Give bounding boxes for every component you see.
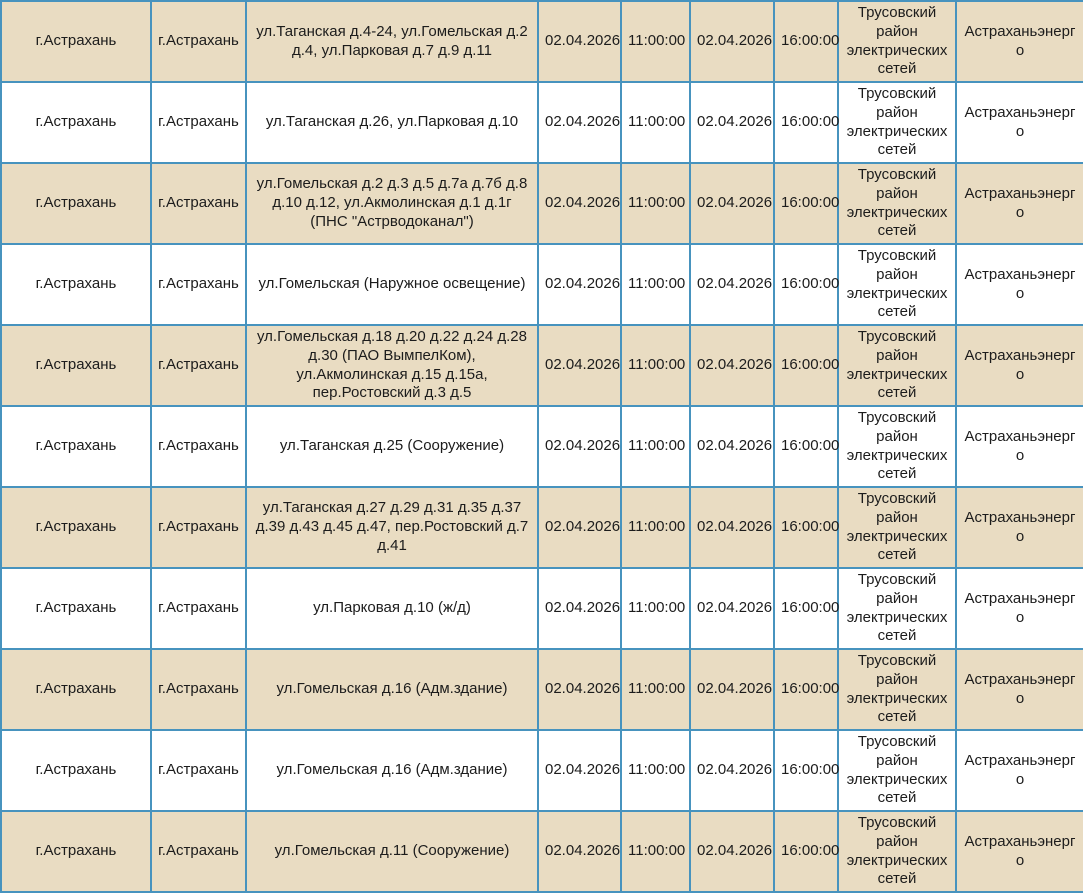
cell-start-date: 02.04.2026	[538, 811, 621, 892]
cell-end-date: 02.04.2026	[690, 244, 774, 325]
cell-end-time: 16:00:00	[774, 406, 838, 487]
cell-end-time: 16:00:00	[774, 811, 838, 892]
cell-address: ул.Таганская д.25 (Сооружение)	[246, 406, 538, 487]
cell-end-time: 16:00:00	[774, 325, 838, 406]
cell-region: г.Астрахань	[1, 487, 151, 568]
cell-city: г.Астрахань	[151, 811, 246, 892]
cell-start-time: 11:00:00	[621, 487, 690, 568]
cell-company: Астраханьэнерго	[956, 325, 1083, 406]
cell-address: ул.Гомельская д.2 д.3 д.5 д.7а д.7б д.8 д.10 д.12, ул.Акмолинская д.1 д.1г (ПНС "Астрводоканал")	[246, 163, 538, 244]
cell-city: г.Астрахань	[151, 163, 246, 244]
cell-network-district: Трусовский район электрических сетей	[838, 163, 956, 244]
cell-start-time: 11:00:00	[621, 1, 690, 82]
cell-start-date: 02.04.2026	[538, 325, 621, 406]
cell-end-date: 02.04.2026	[690, 487, 774, 568]
table-row	[1, 1, 1083, 82]
cell-address: ул.Гомельская д.16 (Адм.здание)	[246, 730, 538, 811]
cell-start-date: 02.04.2026	[538, 163, 621, 244]
cell-company: Астраханьэнерго	[956, 244, 1083, 325]
table-row	[1, 487, 1083, 568]
cell-city: г.Астрахань	[151, 244, 246, 325]
cell-end-date: 02.04.2026	[690, 568, 774, 649]
cell-address: ул.Таганская д.27 д.29 д.31 д.35 д.37 д.39 д.43 д.45 д.47, пер.Ростовский д.7 д.41	[246, 487, 538, 568]
cell-company: Астраханьэнерго	[956, 568, 1083, 649]
cell-end-date: 02.04.2026	[690, 325, 774, 406]
cell-region: г.Астрахань	[1, 325, 151, 406]
cell-company: Астраханьэнерго	[956, 649, 1083, 730]
cell-region: г.Астрахань	[1, 244, 151, 325]
cell-region: г.Астрахань	[1, 568, 151, 649]
cell-start-time: 11:00:00	[621, 82, 690, 163]
table-row	[1, 163, 1083, 244]
cell-end-time: 16:00:00	[774, 163, 838, 244]
cell-city: г.Астрахань	[151, 1, 246, 82]
cell-start-time: 11:00:00	[621, 163, 690, 244]
cell-start-time: 11:00:00	[621, 325, 690, 406]
cell-region: г.Астрахань	[1, 163, 151, 244]
cell-end-time: 16:00:00	[774, 244, 838, 325]
cell-address: ул.Гомельская д.11 (Сооружение)	[246, 811, 538, 892]
cell-network-district: Трусовский район электрических сетей	[838, 487, 956, 568]
cell-start-date: 02.04.2026	[538, 406, 621, 487]
cell-end-time: 16:00:00	[774, 730, 838, 811]
cell-end-time: 16:00:00	[774, 649, 838, 730]
table-row	[1, 730, 1083, 811]
cell-start-date: 02.04.2026	[538, 730, 621, 811]
cell-network-district: Трусовский район электрических сетей	[838, 811, 956, 892]
cell-start-date: 02.04.2026	[538, 244, 621, 325]
cell-company: Астраханьэнерго	[956, 487, 1083, 568]
cell-end-date: 02.04.2026	[690, 649, 774, 730]
table-row	[1, 325, 1083, 406]
cell-network-district: Трусовский район электрических сетей	[838, 649, 956, 730]
table-row	[1, 82, 1083, 163]
cell-end-time: 16:00:00	[774, 82, 838, 163]
cell-company: Астраханьэнерго	[956, 811, 1083, 892]
cell-network-district: Трусовский район электрических сетей	[838, 406, 956, 487]
cell-city: г.Астрахань	[151, 82, 246, 163]
cell-city: г.Астрахань	[151, 325, 246, 406]
cell-address: ул.Парковая д.10 (ж/д)	[246, 568, 538, 649]
cell-region: г.Астрахань	[1, 406, 151, 487]
cell-company: Астраханьэнерго	[956, 406, 1083, 487]
table-row	[1, 244, 1083, 325]
table-row	[1, 811, 1083, 892]
cell-start-date: 02.04.2026	[538, 487, 621, 568]
cell-end-time: 16:00:00	[774, 1, 838, 82]
cell-network-district: Трусовский район электрических сетей	[838, 730, 956, 811]
cell-end-date: 02.04.2026	[690, 163, 774, 244]
cell-network-district: Трусовский район электрических сетей	[838, 82, 956, 163]
cell-address: ул.Гомельская (Наружное освещение)	[246, 244, 538, 325]
cell-city: г.Астрахань	[151, 406, 246, 487]
cell-start-date: 02.04.2026	[538, 1, 621, 82]
cell-start-time: 11:00:00	[621, 406, 690, 487]
cell-end-date: 02.04.2026	[690, 406, 774, 487]
table-row	[1, 406, 1083, 487]
cell-region: г.Астрахань	[1, 1, 151, 82]
cell-address: ул.Гомельская д.18 д.20 д.22 д.24 д.28 д.30 (ПАО ВымпелКом), ул.Акмолинская д.15 д.15а, пер.Ростовский д.3 д.5	[246, 325, 538, 406]
cell-network-district: Трусовский район электрических сетей	[838, 568, 956, 649]
cell-network-district: Трусовский район электрических сетей	[838, 325, 956, 406]
cell-region: г.Астрахань	[1, 649, 151, 730]
cell-end-date: 02.04.2026	[690, 82, 774, 163]
cell-end-time: 16:00:00	[774, 568, 838, 649]
table-row	[1, 649, 1083, 730]
cell-end-date: 02.04.2026	[690, 1, 774, 82]
table-row	[1, 568, 1083, 649]
cell-company: Астраханьэнерго	[956, 1, 1083, 82]
cell-start-time: 11:00:00	[621, 649, 690, 730]
cell-region: г.Астрахань	[1, 82, 151, 163]
cell-city: г.Астрахань	[151, 649, 246, 730]
cell-company: Астраханьэнерго	[956, 82, 1083, 163]
cell-start-time: 11:00:00	[621, 244, 690, 325]
cell-network-district: Трусовский район электрических сетей	[838, 1, 956, 82]
cell-start-date: 02.04.2026	[538, 649, 621, 730]
cell-start-time: 11:00:00	[621, 730, 690, 811]
cell-end-date: 02.04.2026	[690, 730, 774, 811]
cell-address: ул.Таганская д.4-24, ул.Гомельская д.2 д.4, ул.Парковая д.7 д.9 д.11	[246, 1, 538, 82]
cell-network-district: Трусовский район электрических сетей	[838, 244, 956, 325]
outage-table-body	[1, 1, 1083, 892]
cell-region: г.Астрахань	[1, 730, 151, 811]
cell-company: Астраханьэнерго	[956, 163, 1083, 244]
cell-start-date: 02.04.2026	[538, 82, 621, 163]
cell-end-time: 16:00:00	[774, 487, 838, 568]
cell-end-date: 02.04.2026	[690, 811, 774, 892]
cell-start-time: 11:00:00	[621, 568, 690, 649]
cell-address: ул.Таганская д.26, ул.Парковая д.10	[246, 82, 538, 163]
cell-start-time: 11:00:00	[621, 811, 690, 892]
cell-city: г.Астрахань	[151, 568, 246, 649]
cell-start-date: 02.04.2026	[538, 568, 621, 649]
cell-city: г.Астрахань	[151, 487, 246, 568]
cell-region: г.Астрахань	[1, 811, 151, 892]
cell-address: ул.Гомельская д.16 (Адм.здание)	[246, 649, 538, 730]
cell-city: г.Астрахань	[151, 730, 246, 811]
cell-company: Астраханьэнерго	[956, 730, 1083, 811]
